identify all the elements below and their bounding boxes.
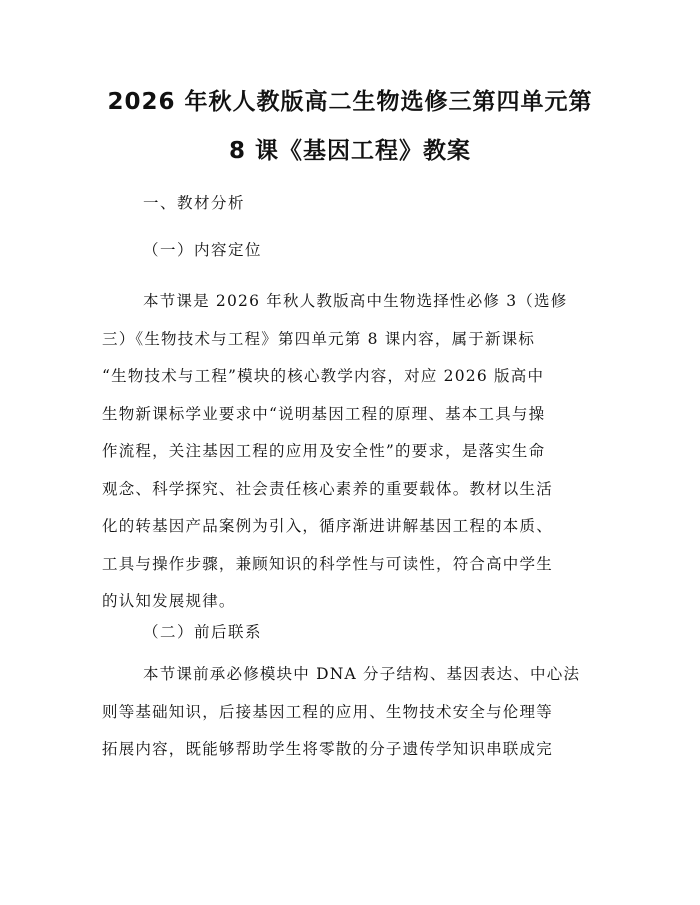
subsection-heading-content-positioning: （一）内容定位 [143,241,263,259]
paragraph-line: 拓展内容，既能够帮助学生将零散的分子遗传学知识串联成完 [102,740,553,758]
paragraph-line: 生物新课标学业要求中“说明基因工程的原理、基本工具与操 [102,404,546,423]
paragraph-line: 工具与操作步骤，兼顾知识的科学性与可读性，符合高中学生 [102,554,553,573]
paragraph-line: “生物技术与工程”模块的核心教学内容，对应 2026 版高中 [102,367,545,385]
paragraph-line: 的认知发展规律。 [102,592,236,610]
paragraph-line: 本节课前承必修模块中 DNA 分子结构、基因表达、中心法 [143,665,581,683]
paragraph-line: 观念、科学探究、社会责任核心素养的重要载体。教材以生活 [102,479,553,498]
document-title-line-2: 8 课《基因工程》教案 [228,138,471,164]
paragraph-line: 作流程，关注基因工程的应用及安全性”的要求，是落实生命 [102,442,546,460]
section-heading-textbook-analysis: 一、教材分析 [143,194,246,212]
paragraph-content-positioning [102,283,602,621]
document-title-line-1: 2026 年秋人教版高二生物选修三第四单元第 [107,89,593,115]
paragraph-line: 本节课是 2026 年秋人教版高中生物选择性必修 3（选修 [143,292,568,310]
paragraph-line: 化的转基因产品案例为引入，循序渐进讲解基因工程的本质、 [102,517,553,535]
subsection-heading-connections: （二）前后联系 [143,623,263,641]
paragraph-line: 三）《生物技术与工程》第四单元第 8 课内容，属于新课标 [102,329,536,348]
paragraph-connections [102,656,602,769]
paragraph-line: 则等基础知识，后接基因工程的应用、生物技术安全与伦理等 [102,702,553,721]
